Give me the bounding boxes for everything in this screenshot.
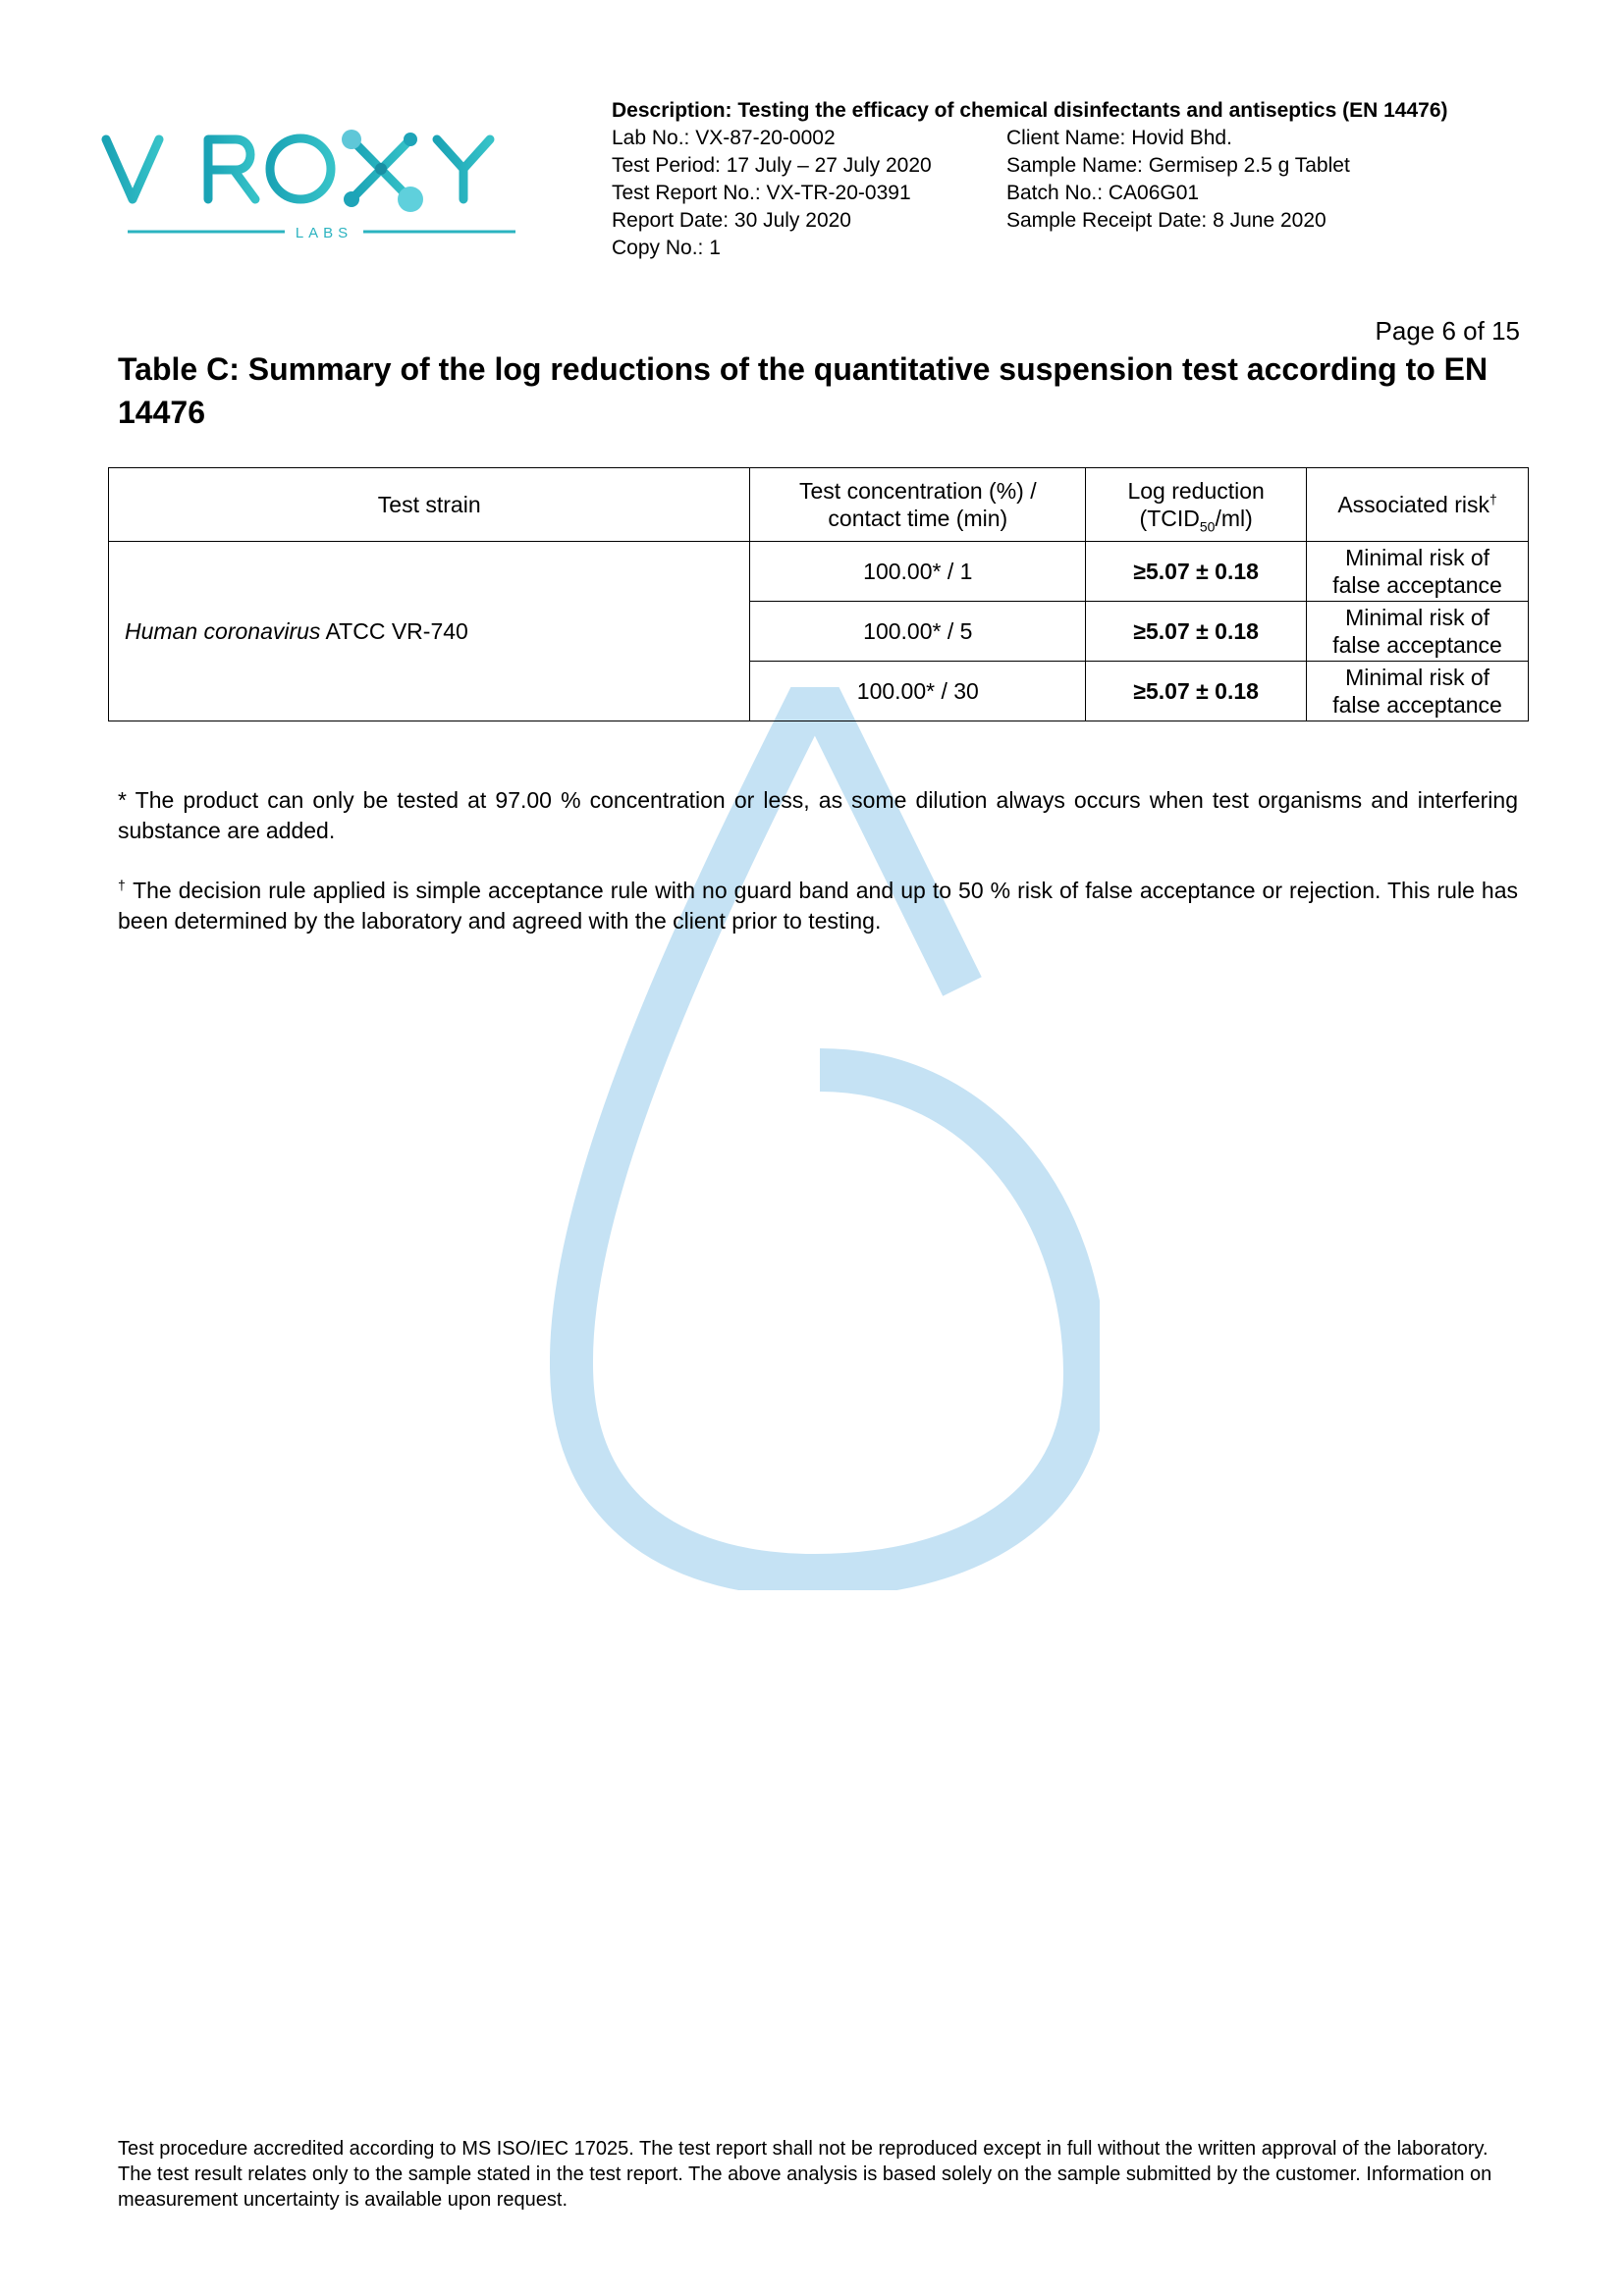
risk-cell: [1307, 662, 1529, 721]
report-header: [612, 97, 1448, 262]
strain-species: Human coronavirus: [125, 618, 321, 644]
header-log-line1: Log reduction: [1127, 478, 1265, 504]
header-left-column: [612, 125, 1006, 262]
footnote-dagger-mark: †: [118, 877, 127, 893]
risk-line1: Minimal risk of: [1345, 605, 1490, 630]
page-number: Page 6 of 15: [1375, 316, 1520, 346]
sample-name: Sample Name: Germisep 2.5 g Tablet: [1006, 154, 1350, 177]
concentration-cell: 100.00* / 5: [750, 602, 1086, 662]
log-reduction-cell: ≥5.07 ± 0.18: [1086, 602, 1307, 662]
footnote-dagger-text: The decision rule applied is simple acceptance rule with no guard band and up to 50 % risk of false acceptance or rejection. This rule has been determined by the laboratory and agreed with the client prior to testing.: [118, 878, 1518, 934]
risk-line1: Minimal risk of: [1345, 545, 1490, 570]
log-reduction-cell: ≥5.07 ± 0.18: [1086, 542, 1307, 602]
risk-line1: Minimal risk of: [1345, 665, 1490, 690]
header-concentration-line2: contact time (min): [828, 506, 1008, 531]
header-risk-dagger: †: [1489, 491, 1497, 507]
footnote-dagger: [118, 876, 1518, 936]
header-log-tcid-prefix: (TCID: [1139, 506, 1200, 531]
log-reduction-table: [108, 467, 1529, 721]
lab-number: Lab No.: VX-87-20-0002: [612, 127, 836, 149]
copy-number: Copy No.: 1: [612, 237, 721, 259]
concentration-cell: 100.00* / 30: [750, 662, 1086, 721]
sample-receipt-date: Sample Receipt Date: 8 June 2020: [1006, 209, 1326, 232]
log-reduction-cell: ≥5.07 ± 0.18: [1086, 662, 1307, 721]
header-right-column: [1006, 125, 1350, 262]
table-title: Table C: Summary of the log reductions of the quantitative suspension test according to EN 14476: [118, 351, 1489, 430]
header-log-reduction: [1086, 468, 1307, 542]
header-associated-risk: [1307, 468, 1529, 542]
batch-number: Batch No.: CA06G01: [1006, 182, 1200, 204]
header-log-tcid-sub: 50: [1199, 518, 1216, 535]
concentration-cell: 100.00* / 1: [750, 542, 1086, 602]
risk-cell: [1307, 542, 1529, 602]
risk-line2: false acceptance: [1332, 692, 1502, 718]
test-strain-cell: [109, 542, 750, 721]
client-name: Client Name: Hovid Bhd.: [1006, 127, 1232, 149]
header-risk-text: Associated risk: [1337, 492, 1489, 517]
logo-sub-text: LABS: [295, 225, 353, 241]
table-row: [109, 542, 1529, 602]
header-description: Description: Testing the efficacy of chemical disinfectants and antiseptics (EN 14476): [612, 99, 1448, 122]
table-header-row: [109, 468, 1529, 542]
page-footer: Test procedure accredited according to MS ISO/IEC 17025. The test report shall not be reproduced except in full without the written approval of the laboratory. The test result relates only to the sample stated in the test report. The above analysis is based solely on the sample submitted by the customer. Information on measurement uncertainty is available upon request.: [118, 2138, 1492, 2211]
report-date: Report Date: 30 July 2020: [612, 209, 851, 232]
risk-line2: false acceptance: [1332, 632, 1502, 658]
header-test-strain: Test strain: [109, 468, 750, 542]
header-test-concentration: [750, 468, 1086, 542]
viroxy-labs-logo: [98, 98, 550, 245]
risk-line2: false acceptance: [1332, 572, 1502, 598]
test-report-number: Test Report No.: VX-TR-20-0391: [612, 182, 911, 204]
strain-atcc: ATCC VR-740: [320, 618, 468, 644]
footnote-asterisk: * The product can only be tested at 97.00 % concentration or less, as some dilution always occurs when test organisms and interfering substance are added.: [118, 787, 1518, 843]
risk-cell: [1307, 602, 1529, 662]
header-log-tcid-suffix: /ml): [1215, 506, 1253, 531]
test-period: Test Period: 17 July – 27 July 2020: [612, 154, 932, 177]
header-concentration-line1: Test concentration (%) /: [799, 478, 1037, 504]
